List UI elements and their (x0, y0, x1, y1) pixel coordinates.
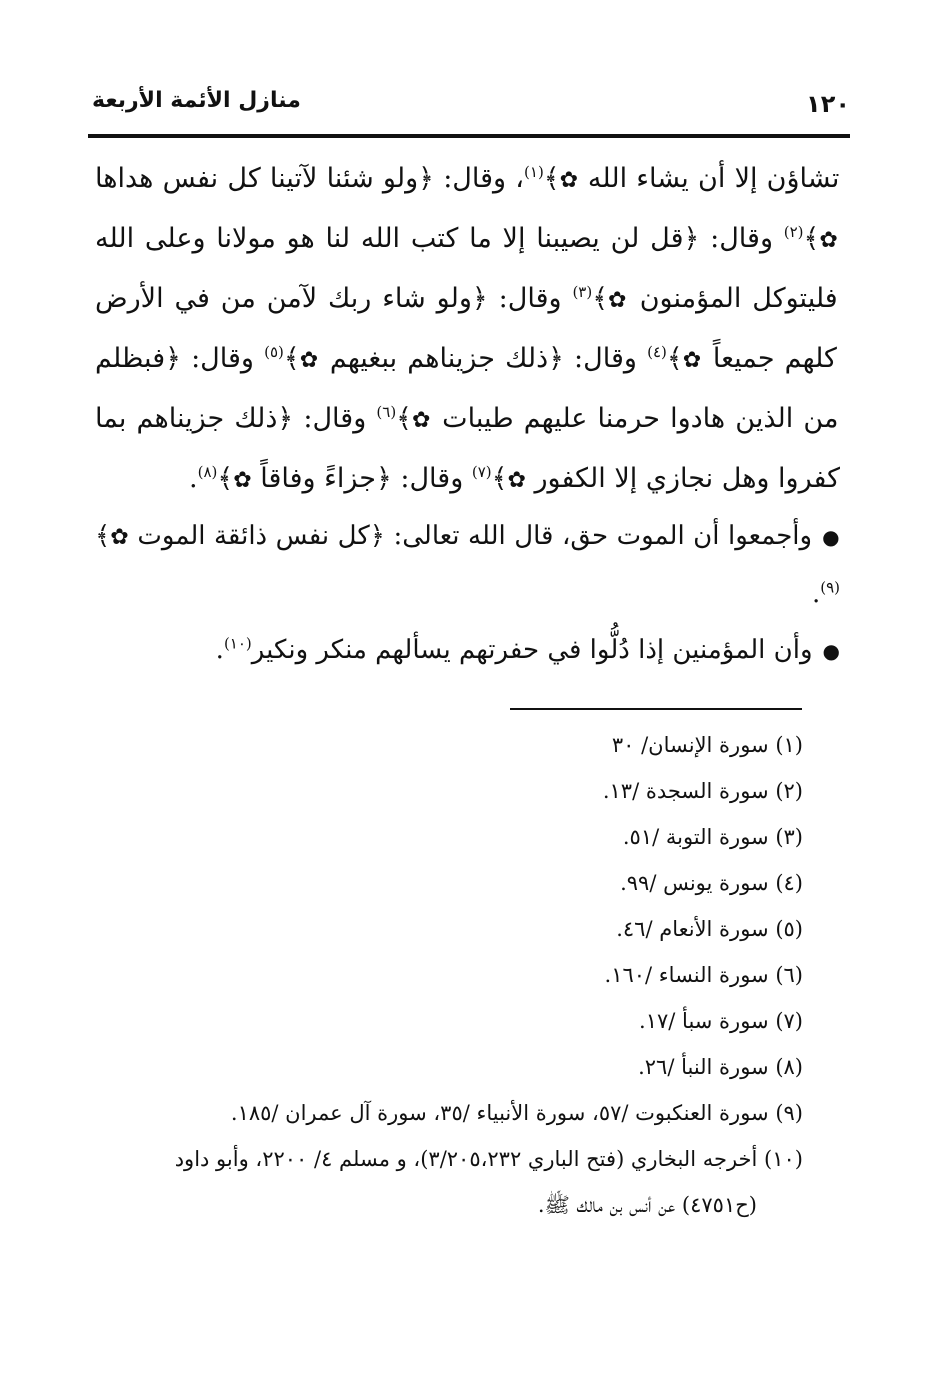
flower-ornament-icon: ✿ (110, 525, 129, 550)
footnote: (٢) سورة السجدة /١٣. (602, 779, 803, 803)
footnote-ref: (٢) (783, 223, 804, 241)
flower-ornament-icon: ✿ (299, 348, 320, 373)
verse-close-bracket: ﴾ (396, 403, 412, 434)
verse-text: ولو شئنا لآتينا كل نفس هداها (95, 163, 419, 194)
footnote: (٨) سورة النبأ /٢٦. (638, 1055, 803, 1079)
footnote-ref: (٨) (197, 463, 218, 481)
flower-ornament-icon: ✿ (507, 468, 526, 493)
verse-open-bracket: ﴿ (277, 403, 294, 434)
bullet-icon: ● (822, 525, 840, 549)
footnote-ref: (٣) (572, 283, 593, 301)
footnote: (٩) سورة العنكبوت /٥٧، سورة الأنبياء /٣٥، سورة آل عمران /١٨٥. (230, 1101, 803, 1125)
verse-close-bracket: ﴾ (491, 463, 508, 494)
footnote: (٤) سورة يونس /٩٩. (620, 871, 803, 895)
bullet-list (95, 508, 840, 679)
footnote: (١) سورة الإنسان/ ٣٠ (611, 733, 803, 757)
footnote-ref: (٩) (820, 578, 840, 597)
footnote-ref: (٧) (471, 463, 492, 481)
verse-close-bracket: ﴾ (217, 463, 234, 494)
verse-text: ولو شاء ربك لآمن من في الأرض كلهم جميعاً (95, 283, 837, 374)
text-run: وقال: (699, 223, 784, 254)
verse-close-bracket: ﴾ (666, 343, 683, 374)
flower-ornament-icon: ✿ (819, 228, 840, 253)
bullet-item (95, 622, 840, 679)
text-run: وقال: (391, 463, 472, 494)
verse-text: ذلك جزيناهم ببغيهم (329, 343, 549, 374)
verse-text: جزاءً وفاقاً (260, 463, 376, 494)
footnote: (٧) سورة سبأ /١٧. (639, 1009, 803, 1033)
text-run: . (215, 635, 224, 665)
verse-open-bracket: ﴿ (375, 463, 392, 494)
flower-ornament-icon: ✿ (233, 468, 252, 493)
footnote: (٥) سورة الأنعام /٤٦. (616, 917, 803, 941)
text-run: ، وقال: (433, 163, 525, 194)
bullet-text: وأن المؤمنين إذا دُلُّوا في حفرتهم يسألهم منكر ونكير (251, 635, 813, 665)
footnote-separator (510, 708, 802, 710)
header-rule (88, 134, 850, 138)
main-paragraph (95, 150, 840, 510)
text-run: وقال: (293, 403, 377, 434)
footnote-continuation: (ح٤٧٥١) عن أنس بن مالك ﷺ. (537, 1193, 757, 1217)
bullet-item (95, 508, 840, 622)
verse-text: فبظلم من الذين هادوا حرمنا عليهم طيبات (95, 343, 839, 434)
text-run: وقال: (563, 343, 648, 374)
flower-ornament-icon: ✿ (608, 288, 629, 313)
flower-ornament-icon: ✿ (412, 408, 433, 433)
text-run: وقال: (487, 283, 573, 314)
page-number: ١٢٠ (806, 90, 850, 118)
verse-text: ذلك جزيناهم بما كفروا وهل نجازي إلا الكفور (95, 403, 840, 494)
footnote: (١٠) أخرجه البخاري (فتح الباري ٣/٢٠٥،٢٣٢)، و مسلم ٤/ ٢٢٠٠، وأبو داود (174, 1147, 803, 1171)
footnote: (٣) سورة التوبة /٥١. (622, 825, 803, 849)
footnote: (٦) سورة النساء /١٦٠. (604, 963, 803, 987)
verse-close-bracket: ﴾ (803, 223, 820, 254)
verse-close-bracket: ﴾ (95, 521, 111, 551)
footnotes (95, 722, 803, 1228)
running-title: منازل الأئمة الأربعة (92, 88, 301, 113)
verse-open-bracket: ﴿ (471, 283, 488, 314)
page-header (88, 86, 850, 130)
footnote-ref: (٤) (647, 343, 667, 361)
text-run: . (189, 463, 198, 494)
bullet-icon: ● (822, 639, 840, 663)
text-run: وقال: (180, 343, 265, 374)
verse-open-bracket: ﴿ (418, 163, 434, 194)
verse-close-bracket: ﴾ (283, 343, 300, 374)
main-text (95, 150, 840, 510)
footnote-ref: (١) (524, 163, 544, 181)
footnote-ref: (٦) (376, 403, 397, 421)
verse-close-bracket: ﴾ (592, 283, 609, 314)
verse-open-bracket: ﴿ (683, 223, 700, 254)
verse-open-bracket: ﴿ (548, 343, 564, 374)
verse-open-bracket: ﴿ (165, 343, 181, 374)
verse-open-bracket: ﴿ (369, 521, 385, 551)
footnote-ref: (١٠) (223, 634, 252, 653)
flower-ornament-icon: ✿ (682, 348, 703, 373)
text-run: . (811, 579, 821, 609)
verse-text: كل نفس ذائقة الموت (137, 521, 370, 551)
footnote-ref: (٥) (264, 343, 284, 361)
verse-close-bracket: ﴾ (543, 163, 560, 194)
verse-text: قل لن يصيبنا إلا ما كتب الله لنا هو مولانا وعلى الله فليتوكل المؤمنون (95, 223, 838, 314)
flower-ornament-icon: ✿ (559, 168, 579, 193)
verse-text: تشاؤن إلا أن يشاء الله (587, 163, 840, 194)
bullet-text: وأجمعوا أن الموت حق، قال الله تعالى: (384, 521, 813, 551)
